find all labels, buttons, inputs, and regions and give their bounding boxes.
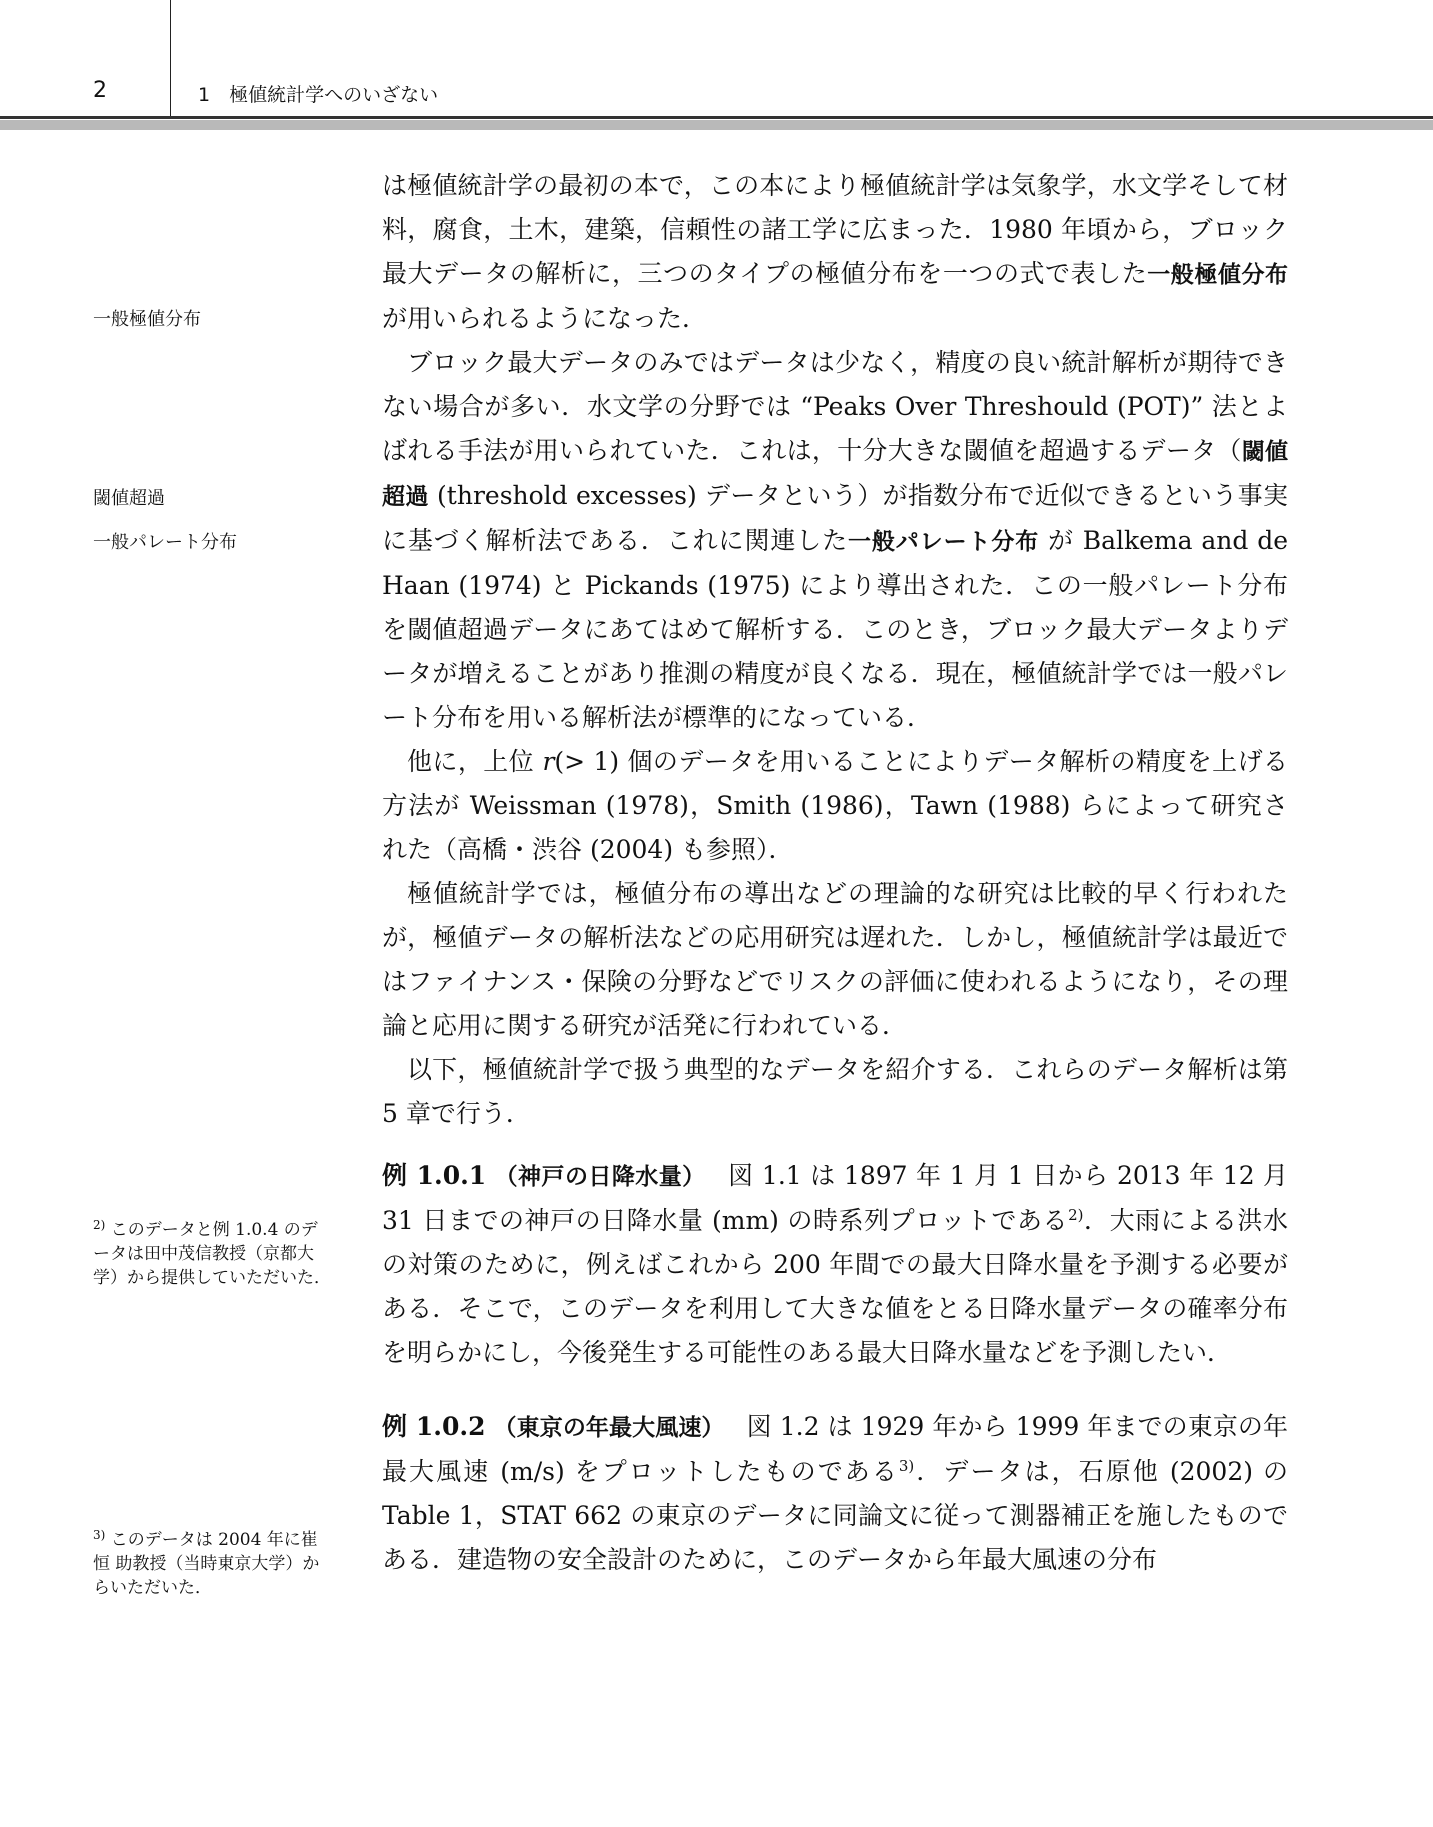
- footnote-3: [93, 1528, 333, 1600]
- example-label: 例 1.0.2: [382, 1412, 486, 1441]
- term-gpd: 一般パレート分布: [848, 529, 1040, 555]
- example-label: 例 1.0.1: [382, 1161, 487, 1190]
- footnote-text: このデータと例 1.0.4 のデータは田中茂信教授（京都大学）から提供していただいた．: [93, 1220, 331, 1288]
- chapter-title: 1 極値統計学へのいざない: [198, 84, 439, 106]
- footnote-text: このデータは 2004 年に崔恒 助教授（当時東京大学）からいただいた．: [93, 1530, 320, 1598]
- margin-term-gev: 一般極値分布: [93, 309, 201, 330]
- margin-term-gpd: 一般パレート分布: [93, 532, 237, 553]
- term-gev: 一般極値分布: [1147, 262, 1288, 288]
- paragraph-1: は極値統計学の最初の本で，この本により極値統計学は気象学，水文学そして材料，腐食，土木，建築，信頼性の諸工学に広まった．1980 年頃から，ブロック最大データの解析に，三つのタイプの極値分布を一つの式で表した一般極値分布が用いられるようになった．: [382, 171, 1288, 333]
- paragraph-3: 他に，上位 r(> 1) 個のデータを用いることによりデータ解析の精度を上げる方法が Weissman (1978)，Smith (1986)，Tawn (1988) らによって研究された（高橋・渋谷 (2004) も参照）．: [382, 747, 1288, 864]
- margin-term-threshold: 閾値超過: [93, 488, 165, 509]
- footnote-ref: 2): [1068, 1206, 1084, 1224]
- footnote-2: [93, 1218, 333, 1290]
- term-threshold: 閾値超過: [382, 439, 1288, 510]
- page-header: [0, 0, 1433, 132]
- footnote-mark: 3): [93, 1528, 106, 1542]
- example-1-0-1: 例 1.0.1 （神戸の日降水量） 図 1.1 は 1897 年 1 月 1 日から 2013 年 12 月 31 日までの神戸の日降水量 (mm) の時系列プロットである$^{2)}$．大雨による洪水の対策のために，例えばこれから 200 年間での最大日降水量を予測する必要がある．そこで，このデータを利用して大きな値をとる日降水量データの確率分布を明らかにし，今後発生する可能性のある最大日降水量などを予測したい．: [382, 1161, 1289, 1367]
- header-rule: [0, 116, 1433, 119]
- paragraph-5: 以下，極値統計学で扱う典型的なデータを紹介する．これらのデータ解析は第 5 章で行う．: [382, 1055, 1288, 1128]
- paragraph-4: 極値統計学では，極値分布の導出などの理論的な研究は比較的早く行われたが，極値データの解析法などの応用研究は遅れた．しかし，極値統計学は最近ではファイナンス・保険の分野などでリスクの評価に使われるようになり，その理論と応用に関する研究が活発に行われている．: [382, 879, 1288, 1040]
- page-number: 2: [93, 78, 107, 103]
- footnote-ref: 3): [898, 1457, 915, 1475]
- main-text: [382, 164, 1288, 1582]
- header-gray-bar: [0, 120, 1433, 130]
- footnote-mark: 2): [93, 1218, 106, 1232]
- example-title: （神戸の日降水量）: [494, 1164, 706, 1190]
- variable-r: r: [542, 747, 555, 776]
- header-vertical-rule: [170, 0, 171, 118]
- example-title: （東京の年最大風速）: [493, 1415, 725, 1441]
- example-1-0-2: 例 1.0.2 （東京の年最大風速） 図 1.2 は 1929 年から 1999 年までの東京の年最大風速 (m/s) をプロットしたものである$^{3)}$．データは，石原他 (2002) の Table 1，STAT 662 の東京のデータに同論文に従って測器補正を施したものである．建造物の安全設計のために，このデータから年最大風速の分布: [382, 1412, 1289, 1574]
- paragraph-2: ブロック最大データのみではデータは少なく，精度の良い統計解析が期待できない場合が多い．水文学の分野では “Peaks Over Threshould (POT)” 法とよばれる手法が用いられていた．これは，十分大きな閾値を超過するデータ（閾値超過 (threshold excesses) データという）が指数分布で近似できるという事実に基づく解析法である．これに関連した一般パレート分布 が Balkema and de Haan (1974) と Pickands (1975) により導出された．この一般パレート分布を閾値超過データにあてはめて解析する．このとき，ブロック最大データよりデータが増えることがあり推測の精度が良くなる．現在，極値統計学では一般パレート分布を用いる解析法が標準的になっている．: [382, 348, 1289, 732]
